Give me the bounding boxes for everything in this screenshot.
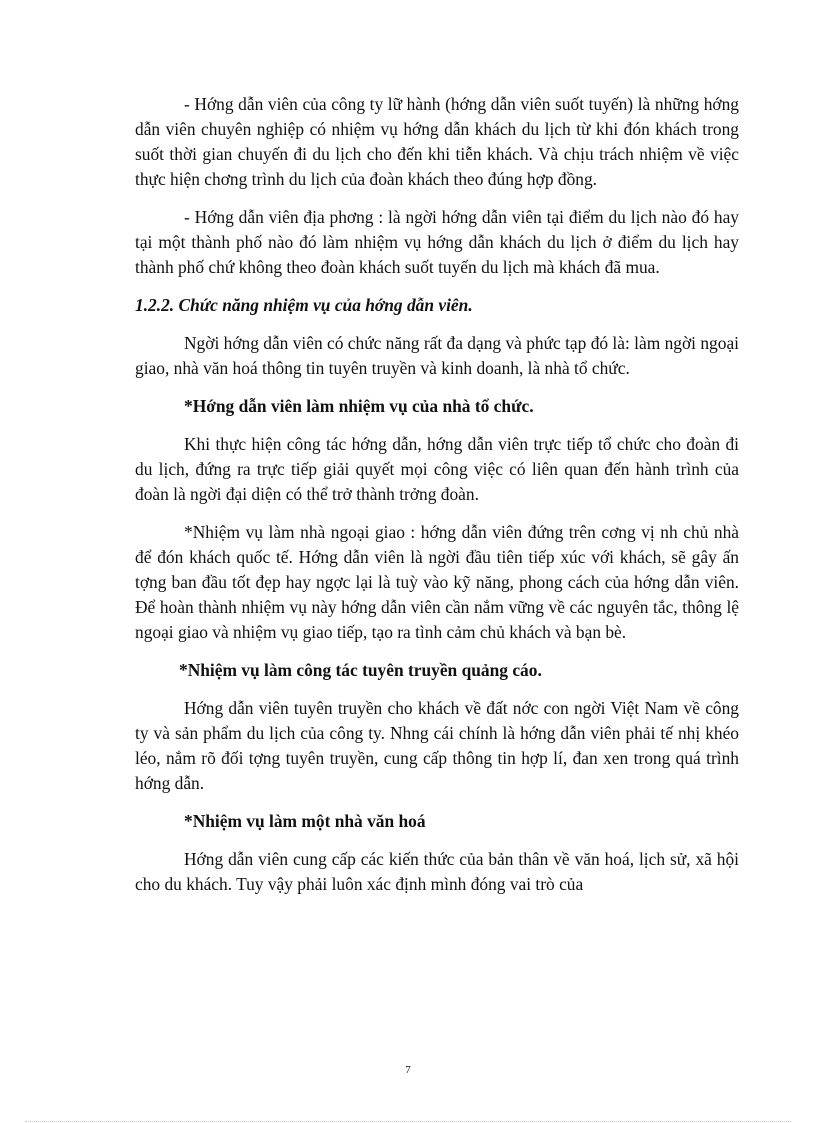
page-body bbox=[135, 92, 739, 910]
page-number: 7 bbox=[405, 1064, 411, 1076]
paragraph-organizer: Khi thực hiện công tác hớng dẫn, hớng dẫn viên trực tiếp tổ chức cho đoàn đi du lịch, đứng ra trực tiếp giải quyết mọi công việc có liên quan đến hành trình của đoàn là ngời đại diện có thể trở thành trởng đoàn. bbox=[135, 434, 739, 504]
paragraph-local-guide: - Hớng dẫn viên địa phơng : là ngời hớng dẫn viên tại điểm du lịch nào đó hay tại một thành phố nào đó làm nhiệm vụ hớng dẫn khách du lịch ở điểm du lịch hay thành phố chứ không theo đoàn khách suốt tuyến du lịch mà khách đã mua. bbox=[135, 207, 739, 277]
paragraph-tour-guide-company: - Hớng dẫn viên của công ty lữ hành (hớng dẫn viên suốt tuyến) là những hớng dẫn viên chuyên nghiệp có nhiệm vụ hớng dẫn khách du lịch từ khi đón khách trong suốt thời gian chuyến đi du lịch cho đến khi tiễn khách. Và chịu trách nhiệm về việc thực hiện chơng trình du lịch của đoàn khách theo đúng hợp đồng. bbox=[135, 94, 739, 189]
page-bottom-divider bbox=[25, 1121, 791, 1122]
paragraph-cultural: Hớng dẫn viên cung cấp các kiến thức của bản thân về văn hoá, lịch sử, xã hội cho du khách. Tuy vậy phải luôn xác định mình đóng vai trò của bbox=[135, 849, 739, 894]
subheading-propaganda: *Nhiệm vụ làm công tác tuyên truyền quảng cáo. bbox=[179, 660, 542, 680]
paragraph-diplomat: *Nhiệm vụ làm nhà ngoại giao : hớng dẫn viên đứng trên cơng vị nh chủ nhà để đón khách quốc tế. Hớng dẫn viên là ngời đầu tiên tiếp xúc với khách, sẽ gây ấn tợng ban đầu tốt đẹp hay ngợc lại là tuỳ vào kỹ năng, phong cách của hớng dẫn viên. Để hoàn thành nhiệm vụ này hớng dẫn viên cần nắm vững về các nguyên tắc, thông lệ ngoại giao và nhiệm vụ giao tiếp, tạo ra tình cảm chủ khách và bạn bè. bbox=[135, 522, 739, 642]
section-heading-1-2-2: 1.2.2. Chức năng nhiệm vụ của hớng dẫn viên. bbox=[135, 295, 473, 315]
subheading-organizer: *Hớng dẫn viên làm nhiệm vụ của nhà tổ chức. bbox=[184, 396, 534, 416]
subheading-cultural: *Nhiệm vụ làm một nhà văn hoá bbox=[184, 811, 426, 831]
paragraph-propaganda: Hớng dẫn viên tuyên truyền cho khách về đất nớc con ngời Việt Nam về công ty và sản phẩm du lịch của công ty. Nhng cái chính là hớng dẫn viên phải tế nhị khéo léo, nắm rõ đối tợng tuyên truyền, cung cấp thông tin hợp lí, đan xen trong quá trình hớng dẫn. bbox=[135, 698, 739, 793]
paragraph-guide-functions: Ngời hớng dẫn viên có chức năng rất đa dạng và phức tạp đó là: làm ngời ngoại giao, nhà văn hoá thông tin tuyên truyền và kinh doanh, là nhà tổ chức. bbox=[135, 333, 739, 378]
